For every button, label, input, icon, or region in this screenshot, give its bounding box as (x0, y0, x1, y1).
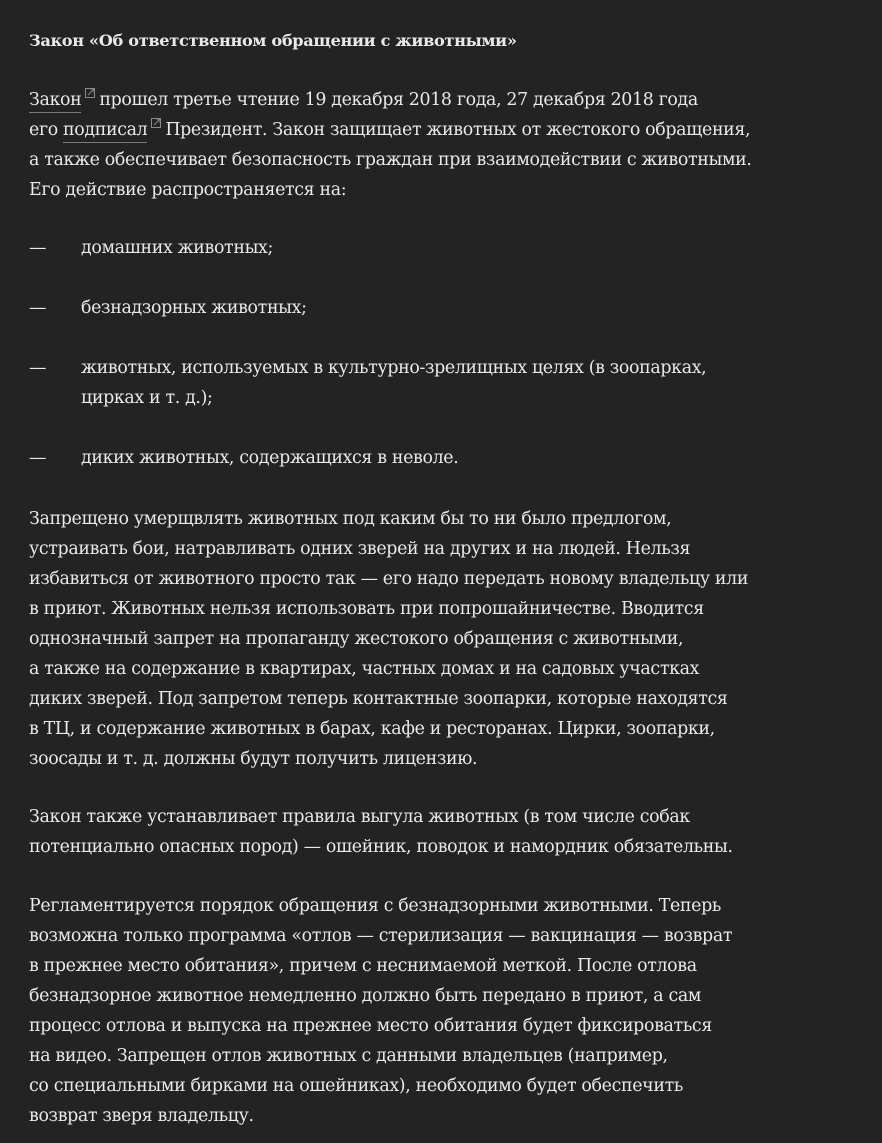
paragraph-line: процесс отлова и выпуска на прежнее место обитания будет фиксироваться (29, 1016, 712, 1036)
paragraph-line: в приют. Животных нельзя использовать при попрошайничестве. Вводится (29, 599, 704, 619)
paragraph-line: зоосады и т. д. должны будут получить лицензию. (29, 749, 478, 769)
intro-paragraph (29, 85, 752, 205)
intro-line: Его действие распространяется на: (29, 180, 347, 200)
paragraph-line: в прежнее место обитания», причем с неснимаемой меткой. После отлова (29, 956, 697, 976)
list-item-text: цирках и т. д.); (81, 388, 213, 408)
paragraph-line: безнадзорное животное немедленно должно быть передано в приют, а сам (29, 986, 702, 1006)
paragraph-line: диких зверей. Под запретом теперь контактные зоопарки, которые находятся (29, 689, 728, 709)
paragraph-line: Закон также устанавливает правила выгула животных (в том числе собак (29, 807, 690, 827)
paragraph-walking-rules (29, 802, 733, 862)
paragraph-line: однозначный запрет на пропаганду жестокого обращения с животными, (29, 629, 684, 649)
article-heading: Закон «Об ответственном обращении с животными» (29, 31, 517, 50)
paragraph-line: в ТЦ, и содержание животных в барах, кафе и ресторанах. Цирки, зоопарки, (29, 719, 715, 739)
list-item-text: домашних животных; (81, 238, 274, 258)
paragraph-stray-animals (29, 891, 732, 1131)
paragraph-line: а также на содержание в квартирах, частных домах и на садовых участках (29, 659, 700, 679)
intro-line (29, 85, 752, 115)
paragraph-line: устраивать бои, натравливать одних зверей на других и на людей. Нельзя (29, 539, 691, 559)
paragraph-line: Регламентируется порядок обращения с безнадзорными животными. Теперь (29, 896, 721, 916)
dash-marker: — (29, 358, 47, 378)
intro-text: Президент. Закон защищает животных от жестокого обращения, (165, 120, 751, 140)
dash-marker: — (29, 298, 47, 318)
dash-marker: — (29, 238, 47, 258)
paragraph-line: со специальными бирками на ошейниках), необходимо будет обеспечить (29, 1076, 683, 1096)
intro-line: а также обеспечивает безопасность граждан при взаимодействии с животными. (29, 150, 752, 170)
intro-text: прошел третье чтение 19 декабря 2018 года, 27 декабря 2018 года (99, 90, 698, 110)
paragraph-line: возможна только программа «отлов — стерилизация — вакцинация — возврат (29, 926, 733, 946)
paragraph-line: избавиться от животного просто так — его надо передать новому владельцу или (29, 569, 749, 589)
intro-text: его (29, 120, 58, 140)
list-item-text: безнадзорных животных; (81, 298, 307, 318)
law-link[interactable]: Закон (29, 90, 81, 113)
intro-line (29, 115, 752, 145)
external-link-icon (85, 88, 95, 98)
external-link-icon (151, 118, 161, 128)
signed-link[interactable]: подписал (63, 120, 147, 143)
paragraph-line: на видео. Запрещен отлов животных с данными владельцев (например, (29, 1046, 668, 1066)
paragraph-line: потенциально опасных пород) — ошейник, поводок и намордник обязательны. (29, 837, 733, 857)
paragraph-line: возврат зверя владельцу. (29, 1106, 254, 1126)
dash-marker: — (29, 448, 47, 468)
list-item-text: диких животных, содержащихся в неволе. (81, 448, 459, 468)
paragraph-prohibitions (29, 504, 748, 774)
list-item-text: животных, используемых в культурно-зрелищных целях (в зоопарках, (81, 358, 707, 378)
paragraph-line: Запрещено умерщвлять животных под каким бы то ни было предлогом, (29, 509, 672, 529)
